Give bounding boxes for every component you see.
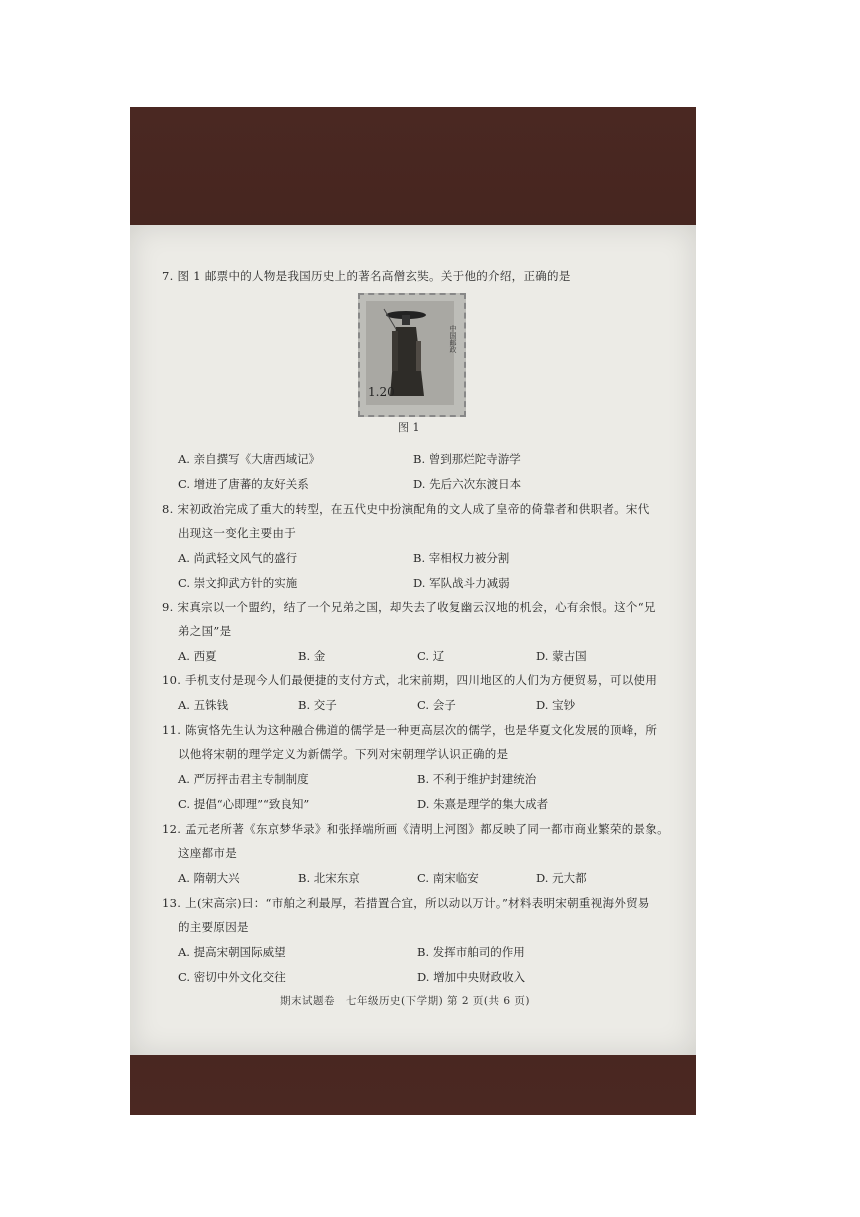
question-12-stem-2: 这座都市是 (178, 846, 237, 860)
q10-option-b: B. 交子 (298, 698, 337, 712)
question-8-stem-1: 8. 宋初政治完成了重大的转型，在五代史中扮演配角的文人成了皇帝的倚靠者和供职者。宋代 (162, 502, 650, 516)
q11-option-c: C. 提倡“心即理”“致良知” (178, 797, 310, 811)
question-9-stem-1: 9. 宋真宗以一个盟约，结了一个兄弟之国，却失去了收复幽云汉地的机会，心有余恨。这个“兄 (162, 600, 656, 614)
question-11-stem-2: 以他将宋朝的理学定义为新儒学。下列对宋朝理学认识正确的是 (178, 747, 509, 761)
q10-option-c: C. 会子 (417, 698, 456, 712)
q8-option-a: A. 尚武轻文风气的盛行 (178, 551, 298, 565)
q13-option-a: A. 提高宋朝国际威望 (178, 945, 286, 959)
xuanzang-stamp-image (358, 293, 466, 417)
q9-option-d: D. 蒙古国 (536, 649, 587, 663)
question-7-stem: 7. 图 1 邮票中的人物是我国历史上的著名高僧玄奘。关于他的介绍，正确的是 (162, 269, 571, 283)
q8-option-c: C. 崇文抑武方针的实施 (178, 576, 298, 590)
q13-option-c: C. 密切中外文化交往 (178, 970, 286, 984)
q13-option-d: D. 增加中央财政收入 (417, 970, 526, 984)
q13-option-b: B. 发挥市舶司的作用 (417, 945, 525, 959)
question-9-stem-2: 弟之国”是 (178, 624, 232, 638)
q9-option-c: C. 辽 (417, 649, 445, 663)
q10-option-a: A. 五铢钱 (178, 698, 229, 712)
question-13-stem-1: 13. 上(宋高宗)曰：“市舶之利最厚，若措置合宜，所以动以万计。”材料表明宋朝重视海外贸易 (162, 896, 650, 910)
q11-option-b: B. 不利于维护封建统治 (417, 772, 537, 786)
q7-option-c: C. 增进了唐蕃的友好关系 (178, 477, 309, 491)
q8-option-b: B. 宰相权力被分割 (413, 551, 510, 565)
q12-option-a: A. 隋朝大兴 (178, 871, 240, 885)
figure-caption: 图 1 (398, 421, 420, 434)
q11-option-d: D. 朱熹是理学的集大成者 (417, 797, 549, 811)
photo-background (130, 107, 696, 1115)
q10-option-d: D. 宝钞 (536, 698, 576, 712)
q12-option-c: C. 南宋临安 (417, 871, 479, 885)
q12-option-b: B. 北宋东京 (298, 871, 360, 885)
q8-option-d: D. 军队战斗力减弱 (413, 576, 510, 590)
page-footer: 期末试题卷 七年级历史(下学期) 第 2 页(共 6 页) (280, 995, 530, 1007)
question-10-stem: 10. 手机支付是现今人们最便捷的支付方式，北宋前期，四川地区的人们为方便贸易，可以使用 (162, 673, 658, 687)
question-13-stem-2: 的主要原因是 (178, 920, 249, 934)
stamp-country-text: 中国邮政 (449, 325, 457, 353)
q12-option-d: D. 元大都 (536, 871, 587, 885)
question-12-stem-1: 12. 孟元老所著《东京梦华录》和张择端所画《清明上河图》都反映了同一都市商业繁荣的景象。 (162, 822, 669, 836)
q7-option-b: B. 曾到那烂陀寺游学 (413, 452, 521, 466)
q7-option-a: A. 亲自撰写《大唐西域记》 (178, 452, 321, 466)
q9-option-a: A. 西夏 (178, 649, 217, 663)
stamp-face-value: 1.20 (368, 385, 395, 399)
q7-option-d: D. 先后六次东渡日本 (413, 477, 522, 491)
q9-option-b: B. 金 (298, 649, 326, 663)
question-8-stem-2: 出现这一变化主要由于 (178, 526, 296, 540)
question-11-stem-1: 11. 陈寅恪先生认为这种融合佛道的儒学是一种更高层次的儒学，也是华夏文化发展的顶峰，所 (162, 723, 658, 737)
q11-option-a: A. 严厉抨击君主专制制度 (178, 772, 309, 786)
exam-paper (130, 225, 696, 1055)
